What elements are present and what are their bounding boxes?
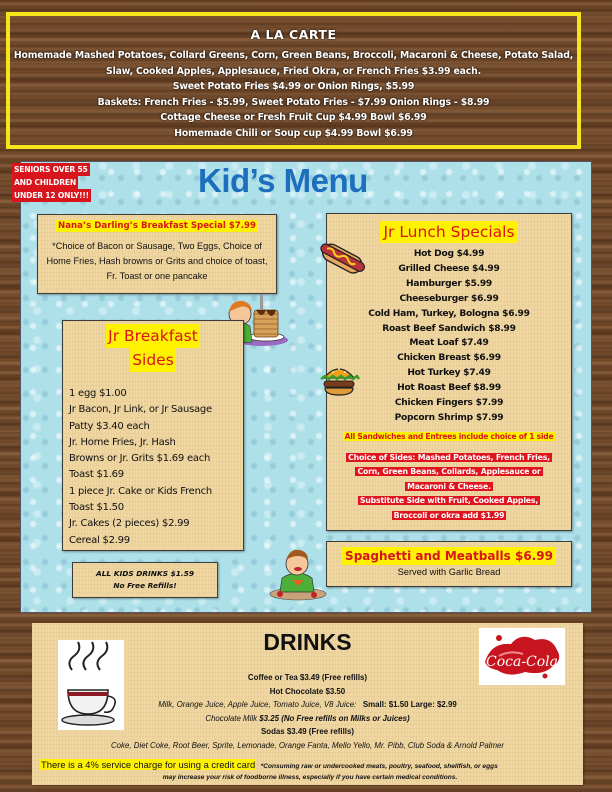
badge-line: UNDER 12 ONLY!!! (14, 191, 89, 200)
seniors-children-badge (12, 163, 98, 202)
sides-line: Substitute Side with Fruit, Cooked Apples, (359, 496, 539, 506)
juices-list: Milk, Orange Juice, Apple Juice, Tomato Juice, V8 Juice: (158, 700, 357, 709)
a-la-carte-line: Slaw, Cooked Apples, Applesauce, Fried Okra, or French Fries $3.99 each. (106, 65, 481, 77)
chocolate-milk-price: $3.25 (No Free refills on Milks or Juices) (259, 713, 410, 723)
breakfast-sides-list (63, 386, 243, 549)
kid-eating-illustration-icon (268, 540, 328, 602)
list-item: Hot Turkey $7.49 (407, 368, 491, 379)
drinks-title: DRINKS (263, 629, 352, 655)
list-item: Jr Bacon, Jr Link, or Jr Sausage (69, 404, 212, 416)
list-item: Popcorn Shrimp $7.99 (394, 412, 504, 423)
list-item: Cold Ham, Turkey, Bologna $6.99 (368, 308, 530, 319)
list-item: Hot Roast Beef $8.99 (397, 383, 501, 394)
list-item: Hot Dog $4.99 (413, 249, 485, 259)
a-la-carte-section (6, 12, 581, 149)
coffee-cup-icon (58, 640, 124, 730)
a-la-carte-line: Sweet Potato Fries $4.99 or Onion Rings, $5.99 (172, 81, 415, 92)
coca-cola-logo (479, 628, 565, 685)
list-item: Jr. Cakes (2 pieces) $2.99 (69, 518, 190, 530)
juices-prices: Small: $1.50 Large: $2.99 (362, 700, 457, 709)
sides-line: Broccoli or okra add $1.99 (393, 510, 505, 520)
soda-list: Coke, Diet Coke, Root Beer, Sprite, Lemonade, Orange Fanta, Mello Yello, Mr. Pibb, Club Soda & Arnold Palmer (110, 740, 505, 750)
badge-line: SENIORS OVER 55 (14, 165, 88, 174)
hot-dog-icon (318, 238, 366, 280)
list-item: Grilled Cheese $4.99 (398, 263, 500, 274)
a-la-carte-title: A LA CARTE (250, 27, 337, 42)
badge-line: AND CHILDREN (14, 178, 77, 187)
list-item: Jr. Home Fries, Jr. Hash (69, 436, 176, 448)
spaghetti-subtitle: Served with Garlic Bread (397, 567, 501, 577)
sides-line: Corn, Green Beans, Collards, Applesauce or (357, 467, 541, 477)
list-item: Toast $1.69 (69, 469, 124, 481)
list-item: Browns or Jr. Grits $1.69 each (69, 453, 211, 465)
kids-drinks-price: ALL KIDS DRINKS $1.59 (96, 569, 194, 578)
list-item: Patty $3.40 each (69, 420, 150, 432)
lunch-specials-heading: Jr Lunch Specials (380, 221, 517, 243)
sides-line: Macaroni & Cheese. (407, 481, 491, 491)
list-item: Toast $1.50 (69, 502, 124, 514)
breakfast-special-description: *Choice of Bacon or Sausage, Two Eggs, Choice of Home Fries, Hash browns or Grits and choice of toast, Fr. Toast or one pancake (46, 241, 268, 281)
list-item: Chicken Breast $6.99 (397, 353, 501, 364)
a-la-carte-line: Homemade Chili or Soup cup $4.99 Bowl $6.99 (174, 127, 413, 139)
credit-card-notice: There is a 4% service charge for using a credit card (41, 759, 256, 770)
sides-line: Choice of Sides: Mashed Potatoes, French Fries, (348, 452, 550, 462)
list-item: Cereal $2.99 (69, 534, 130, 546)
kids-drinks-card (72, 562, 218, 598)
sides-list (327, 451, 571, 524)
list-item: 1 egg $1.00 (69, 388, 127, 399)
coca-cola-splash-icon (479, 628, 565, 685)
side-choice-note: All Sandwiches and Entrees include choice of 1 side (344, 431, 554, 441)
drink-item: Hot Chocolate $3.50 (269, 686, 346, 696)
list-item: Chicken Fingers $7.99 (394, 398, 504, 409)
breakfast-sides-heading-line: Jr Breakfast (106, 324, 200, 348)
food-safety-warning: may increase your risk of foodborne illness, especially if you have certain medical conditions. (162, 774, 458, 781)
hamburger-icon (318, 360, 360, 400)
breakfast-special-card (37, 214, 277, 294)
drinks-footer (40, 755, 580, 781)
food-safety-warning: *Consuming raw or undercooked meats, poultry, seafood, shellfish, or eggs (260, 763, 498, 770)
a-la-carte-line: Cottage Cheese or Fresh Fruit Cup $4.99 Bowl $6.99 (160, 112, 427, 123)
spaghetti-heading: Spaghetti and Meatballs $6.99 (342, 547, 556, 565)
list-item: 1 piece Jr. Cake or Kids French (69, 485, 212, 497)
breakfast-sides-heading (63, 324, 243, 372)
list-item: Roast Beef Sandwich $8.99 (382, 323, 516, 334)
list-item: Hamburger $5.99 (405, 278, 493, 289)
breakfast-special-heading: Nana’s Darling’s Breakfast Special $7.99 (58, 221, 256, 231)
breakfast-sides-heading-line: Sides (130, 348, 176, 372)
a-la-carte-line: Baskets: French Fries - $5.99, Sweet Potato Fries - $7.99 Onion Rings - $8.99 (97, 96, 490, 108)
kids-drinks-note: No Free Refills! (113, 581, 177, 590)
a-la-carte-line: Homemade Mashed Potatoes, Collard Greens, Corn, Green Beans, Broccoli, Macaroni & Cheese, Potato Salad, (13, 50, 574, 61)
kids-menu-title: Kid’s Menu (198, 162, 368, 199)
drink-item: Sodas $3.49 (Free refills) (261, 727, 354, 736)
list-item: Meat Loaf $7.49 (409, 338, 489, 349)
breakfast-sides-card (62, 320, 244, 551)
chocolate-milk-name: Chocolate Milk (205, 713, 258, 723)
drink-item: Coffee or Tea $3.49 (Free refills) (247, 673, 368, 682)
svg-text:Coca-Cola: Coca-Cola (485, 654, 559, 670)
spaghetti-card (326, 541, 572, 587)
list-item: Cheeseburger $6.99 (399, 293, 499, 304)
